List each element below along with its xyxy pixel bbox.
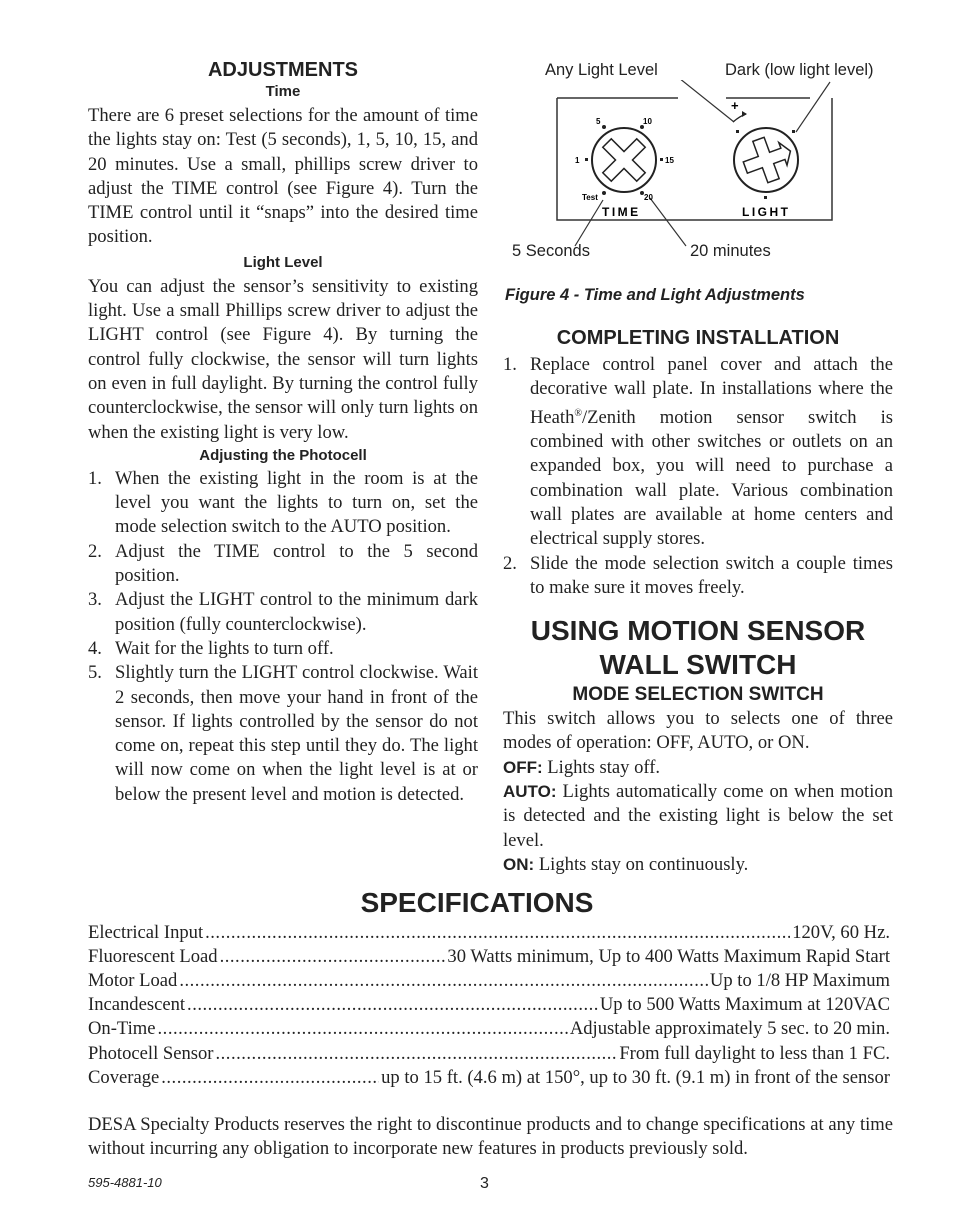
photocell-heading: Adjusting the Photocell <box>199 446 367 464</box>
light-level-paragraph: You can adjust the sensor’s sensitivity to existing light. Use a small Phillips screw driver to adjust the LIGHT control (see Figure 4). By turning the control fully clockwise, the sensor will turn lights on even in full daylight. By turning the control fully counterclockwise, the sensor will only turn lights on when the existing light is very low. <box>88 275 478 443</box>
spec-label: Photocell Sensor <box>88 1043 214 1064</box>
list-item <box>88 540 478 589</box>
spec-row <box>88 1066 890 1090</box>
spec-value: up to 15 ft. (4.6 m) at 150°, up to 30 ft. (9.1 m) in front of the sensor <box>381 1067 890 1088</box>
plus-symbol: + <box>731 98 739 113</box>
time-control-label: TIME <box>602 205 641 219</box>
step-text: Wait for the lights to turn off. <box>115 637 334 659</box>
completing-installation-heading: COMPLETING INSTALLATION <box>556 327 840 349</box>
spec-row <box>88 945 890 969</box>
spec-row <box>88 969 890 993</box>
tick-test-label: Test <box>582 193 598 202</box>
list-item <box>88 637 478 661</box>
spec-row <box>88 921 890 945</box>
tick-5-label: 5 <box>596 117 601 126</box>
light-bottom-dot <box>764 196 767 199</box>
using-title-line2: WALL SWITCH <box>599 649 797 681</box>
page-number: 3 <box>480 1175 489 1192</box>
document-number: 595-4881-10 <box>88 1175 162 1190</box>
tick-1-label: 1 <box>575 156 580 165</box>
off-label: OFF: <box>503 757 543 777</box>
step-number: 5. <box>88 662 102 684</box>
step-number: 1. <box>88 467 102 489</box>
step-text: When the existing light in the room is at the level you want the lights to turn on, set the mode selection switch to the AUTO position. <box>115 467 478 538</box>
step-text: Slide the mode selection switch a couple times to make sure it moves freely. <box>530 552 893 598</box>
spec-label: Electrical Input <box>88 922 204 943</box>
tick-10-label: 10 <box>643 117 652 126</box>
time-light-diagram <box>500 80 900 260</box>
spec-label: Coverage <box>88 1067 160 1088</box>
disclaimer-paragraph: DESA Specialty Products reserves the right to discontinue products and to change specifications at any time without incurring any obligation to incorporate new features in products previously sold. <box>88 1114 893 1160</box>
spec-row <box>88 1017 890 1041</box>
completing-steps <box>503 353 893 600</box>
spec-row <box>88 1042 890 1066</box>
spec-label: Incandescent <box>88 994 186 1015</box>
time-paragraph: There are 6 preset selections for the amount of time the lights stay on: Test (5 seconds), 1, 5, 10, 15, and 20 minutes. Use a small, phillips screw driver to adjust the TIME control (see Figure 4). Turn the TIME control until it “snaps” into the desired time position. <box>88 105 478 248</box>
list-item <box>88 588 478 637</box>
spec-value: 120V, 60 Hz. <box>792 922 890 943</box>
figure-caption: Figure 4 - Time and Light Adjustments <box>505 286 805 304</box>
time-dial[interactable] <box>592 128 656 192</box>
spec-value: Up to 500 Watts Maximum at 120VAC <box>599 994 890 1015</box>
step-number: 4. <box>88 637 102 659</box>
step-number: 2. <box>88 540 102 562</box>
five-seconds-label: 5 Seconds <box>512 242 590 260</box>
spec-leader <box>161 1066 379 1090</box>
twenty-minutes-label: 20 minutes <box>690 242 771 260</box>
light-min-dot <box>736 130 739 133</box>
mode-paragraph: This switch allows you to selects one of three modes of operation: OFF, AUTO, or ON. <box>503 708 893 754</box>
tick-dot <box>660 158 663 161</box>
spec-value: 30 Watts minimum, Up to 400 Watts Maximum Rapid Start <box>447 946 890 967</box>
step-text: Adjust the LIGHT control to the minimum dark position (fully counterclockwise). <box>115 589 478 635</box>
off-paragraph <box>503 756 893 780</box>
auto-paragraph <box>503 780 893 853</box>
step-number: 3. <box>88 589 102 611</box>
step-number: 1. <box>503 354 517 375</box>
dark-leader <box>796 82 830 132</box>
spec-label: Fluorescent Load <box>88 946 218 967</box>
auto-text: Lights automatically come on when motion is detected and the existing light is below the set level. <box>503 781 893 851</box>
list-item <box>88 661 478 807</box>
off-text: Lights stay off. <box>542 756 661 778</box>
spec-label: Motor Load <box>88 970 178 991</box>
step-text: Replace control panel cover and attach the decorative wall plate. In installations where the Heath <box>530 354 893 428</box>
dark-light-level-label: Dark (low light level) <box>725 61 874 79</box>
step-number: 2. <box>503 552 517 574</box>
step-text: Adjust the TIME control to the 5 second position. <box>115 540 478 587</box>
specifications-heading: SPECIFICATIONS <box>360 887 594 918</box>
mode-selection-heading: MODE SELECTION SWITCH <box>572 684 824 706</box>
registered-mark: ® <box>574 407 583 419</box>
spec-value: Adjustable approximately 5 sec. to 20 min. <box>569 1018 890 1039</box>
on-text: Lights stay on continuously. <box>534 853 749 875</box>
spec-label: On-Time <box>88 1018 156 1039</box>
spec-row <box>88 993 890 1017</box>
using-title-line1: USING MOTION SENSOR <box>530 615 866 647</box>
spec-leader <box>220 945 446 969</box>
step-text-cont: /Zenith motion sensor switch is combined with other switches or outlets on an expanded box, you will need to purchase a combination wall plate. Various combination wall plates are available at home centers and electrical supply stores. <box>530 406 893 550</box>
tick-dot <box>585 158 588 161</box>
spec-value: Up to 1/8 HP Maximum <box>709 970 890 991</box>
spec-leader <box>216 1042 618 1066</box>
right-column <box>503 326 893 877</box>
any-light-level-label: Any Light Level <box>545 61 658 79</box>
twenty-minutes-leader <box>650 198 686 246</box>
on-paragraph <box>503 853 893 877</box>
tick-dot <box>602 125 606 129</box>
time-heading: Time <box>265 83 301 100</box>
adjustments-heading: ADJUSTMENTS <box>207 59 358 81</box>
on-label: ON: <box>503 854 535 874</box>
spec-leader <box>158 1017 568 1041</box>
tick-dot <box>602 191 606 195</box>
tick-20-label: 20 <box>644 193 653 202</box>
left-column <box>88 58 478 807</box>
spec-leader <box>179 969 708 993</box>
photocell-steps <box>88 467 478 807</box>
spec-value: From full daylight to less than 1 FC. <box>619 1043 890 1064</box>
clockwise-arrow-head <box>742 111 747 117</box>
light-max-dot <box>792 130 795 133</box>
list-item <box>503 353 893 552</box>
list-item <box>503 552 893 601</box>
spec-leader <box>205 921 790 945</box>
any-light-leader <box>674 80 734 122</box>
light-level-heading: Light Level <box>243 253 323 271</box>
spec-leader <box>187 993 598 1017</box>
list-item <box>88 467 478 540</box>
tick-15-label: 15 <box>665 156 674 165</box>
auto-label: AUTO: <box>503 782 557 802</box>
light-control-label: LIGHT <box>742 205 791 219</box>
step-text: Slightly turn the LIGHT control clockwise. Wait 2 seconds, then move your hand in front of the sensor. If lights controlled by the sensor do not come on, repeat this step until they do. The light will now come on when the light level is at or below the present level and motion is detected. <box>115 662 478 805</box>
five-seconds-leader <box>575 200 603 246</box>
